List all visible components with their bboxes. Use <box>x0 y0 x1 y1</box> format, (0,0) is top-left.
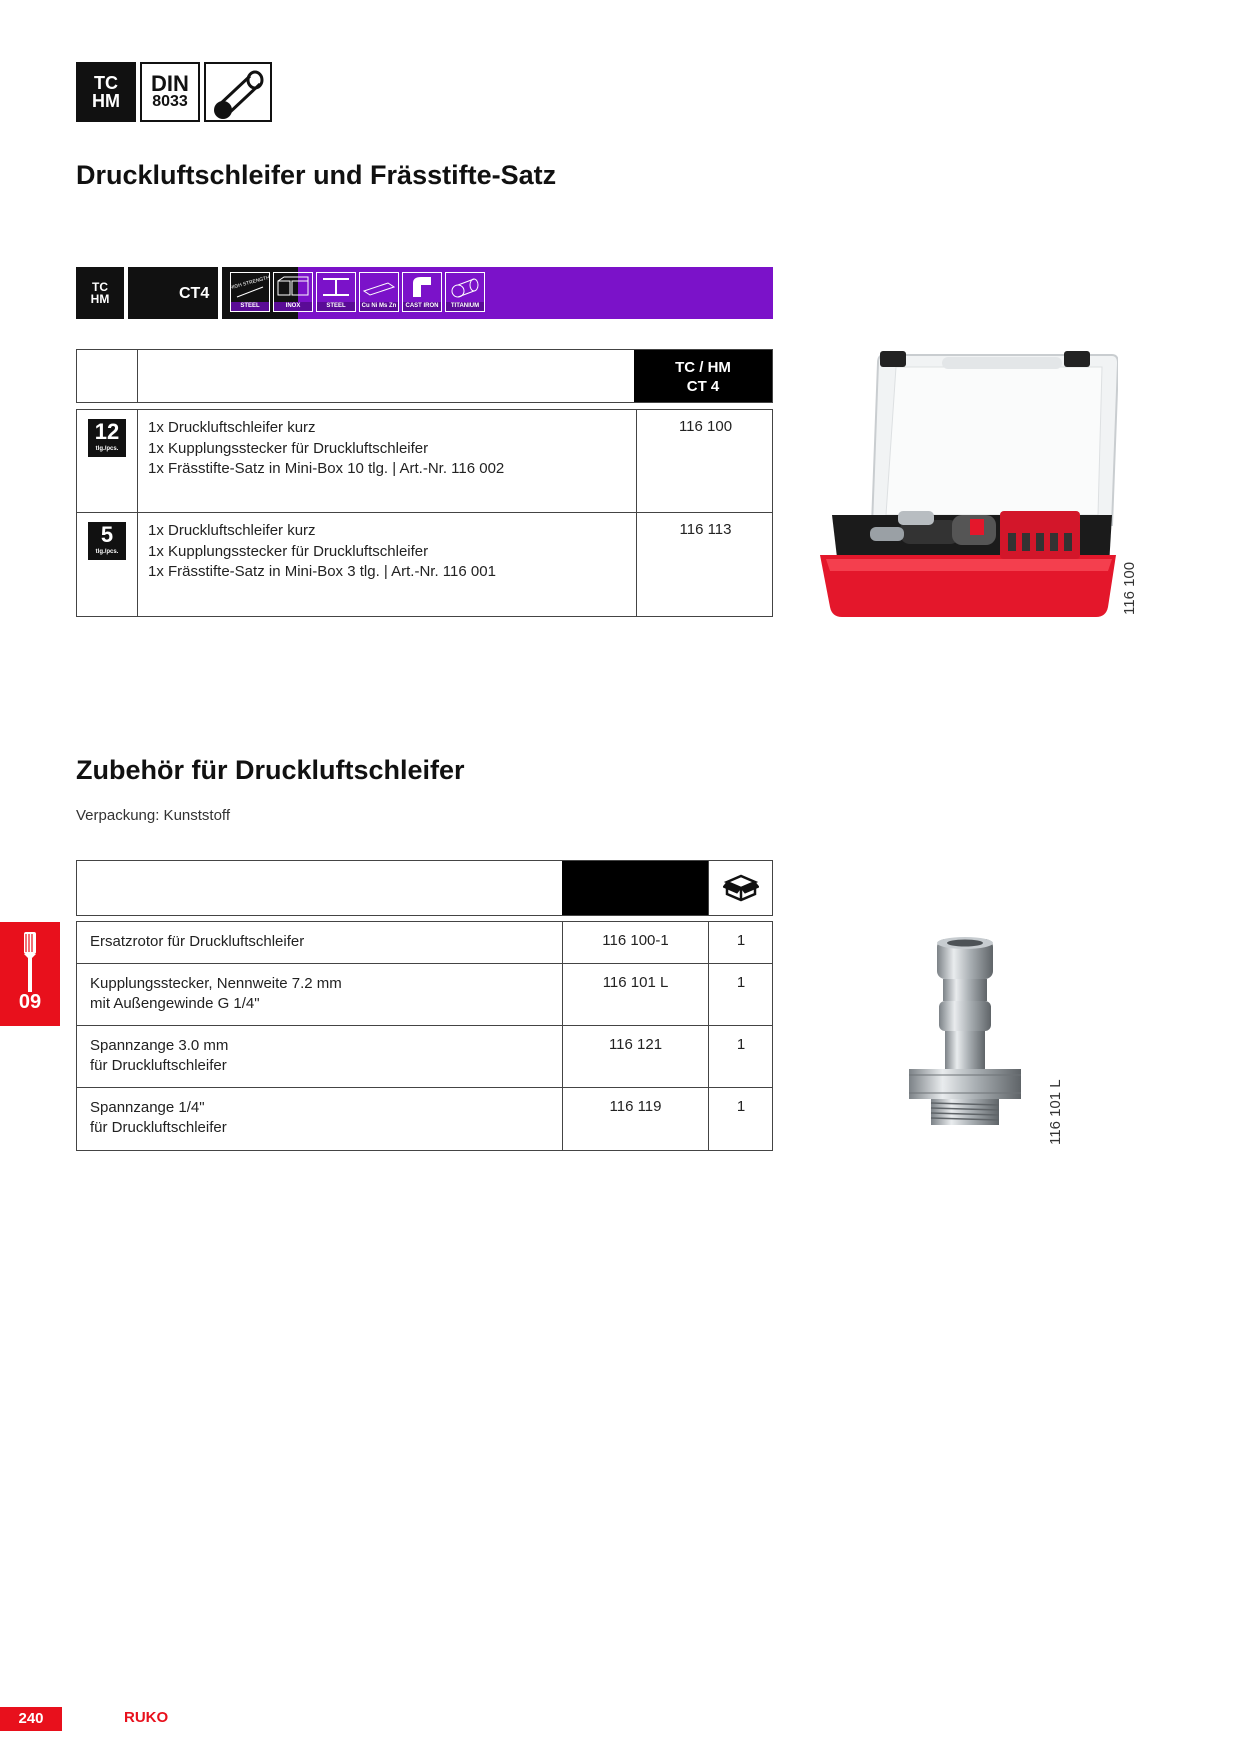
chapter-tab <box>0 922 60 1026</box>
set-table-header-cell <box>634 350 772 402</box>
description-line: 1x Kupplungsstecker für Druckluftschleifer <box>148 542 429 560</box>
badge-din-line1: DIN <box>151 71 189 96</box>
article-number: 116 119 <box>609 1098 662 1115</box>
packaging-note: Verpackung: Kunststoff <box>76 807 230 824</box>
chapter-number: 09 <box>18 991 42 1013</box>
pieces-count: 5 <box>100 522 114 547</box>
pack-quantity: 1 <box>736 1036 746 1053</box>
table-row <box>77 513 772 616</box>
set-table-body <box>76 409 773 617</box>
material-steel <box>316 272 356 312</box>
set-table-header <box>76 349 773 403</box>
cylinder-shape-icon <box>204 62 272 122</box>
material-label: INOX <box>274 302 312 311</box>
description-line: Ersatzrotor für Druckluftschleifer <box>90 933 305 950</box>
description-line: 1x Druckluftschleifer kurz <box>148 522 316 539</box>
grinder-set-case-image <box>812 345 1118 620</box>
article-number: 116 121 <box>608 1036 663 1053</box>
pieces-unit: tlg./pcs. <box>95 549 119 555</box>
material-label: STEEL <box>231 302 269 311</box>
badge-tc-line1: TC <box>94 73 118 93</box>
table-row <box>77 410 772 513</box>
material-label: CAST IRON <box>403 302 441 311</box>
tc-hm-badge <box>76 62 136 122</box>
article-number: 116 113 <box>679 521 732 538</box>
material-steel-high-strength <box>230 272 270 312</box>
pieces-count: 12 <box>94 419 120 444</box>
description-line: für Druckluftschleifer <box>90 1119 227 1136</box>
section2-title: Zubehör für Druckluftschleifer <box>76 755 465 785</box>
accessories-table <box>76 860 773 1151</box>
material-cast-iron <box>402 272 442 312</box>
badge-tc-line2: HM <box>92 91 120 111</box>
set-description <box>148 521 496 583</box>
din-badge <box>140 62 200 122</box>
page-number: 240 <box>0 1707 62 1731</box>
accessory-description <box>90 932 304 952</box>
material-label: STEEL <box>317 302 355 311</box>
coupling-plug-image <box>905 935 1025 1130</box>
description-line: 1x Kupplungsstecker für Druckluftschleifer <box>148 439 429 457</box>
article-number: 116 100 <box>678 418 733 435</box>
description-line: mit Außengewinde G 1/4" <box>90 995 260 1012</box>
header-line2: CT 4 <box>686 378 720 395</box>
article-header-cell <box>562 861 708 915</box>
coating-label: CT4 <box>179 285 210 302</box>
description-line: 1x Druckluftschleifer kurz <box>148 419 316 436</box>
pack-quantity: 1 <box>736 932 746 949</box>
description-line: für Druckluftschleifer <box>90 1057 227 1074</box>
pack-quantity: 1 <box>736 974 746 991</box>
accessory-description <box>90 1036 228 1076</box>
badge-din-line2: 8033 <box>152 93 188 110</box>
article-number: 116 100-1 <box>602 932 669 949</box>
description-line: 1x Frässtifte-Satz in Mini-Box 10 tlg. | Art.-Nr. 116 002 <box>148 460 505 477</box>
burr-tool-icon <box>20 930 40 992</box>
pieces-badge <box>88 419 126 457</box>
table-row <box>77 964 772 1026</box>
material-nonferrous <box>359 272 399 312</box>
description-line: Kupplungsstecker, Nennweite 7.2 mm <box>90 975 342 992</box>
material-titanium <box>445 272 485 312</box>
article-number: 116 101 L <box>602 974 669 991</box>
material-bar <box>76 267 773 319</box>
material-tc-line1: TC <box>92 280 108 294</box>
description-line: Spannzange 3.0 mm <box>90 1037 229 1054</box>
description-line: 1x Frässtifte-Satz in Mini-Box 3 tlg. | Art.-Nr. 116 001 <box>148 563 496 580</box>
table-row <box>77 1088 772 1150</box>
accessory-description <box>90 974 342 1014</box>
material-tc-box <box>76 267 124 319</box>
accessories-table-body <box>76 921 773 1151</box>
set-table <box>76 349 773 617</box>
set-description <box>148 418 504 480</box>
section1-title: Druckluftschleifer und Frässtifte-Satz <box>76 160 557 190</box>
material-label: TITANIUM <box>446 302 484 311</box>
table-row <box>77 1026 772 1088</box>
coating-divider <box>218 267 222 319</box>
description-line: Spannzange 1/4" <box>90 1099 205 1116</box>
material-label: Cu Ni Ms Zn <box>361 303 397 309</box>
table-row <box>77 922 772 964</box>
package-box-icon <box>708 861 773 915</box>
accessory-description <box>90 1098 227 1138</box>
brand-logo: RUKO <box>124 1709 169 1726</box>
header-line1: TC / HM <box>675 359 731 376</box>
high-strength-text: HIGH STRENGTH <box>231 274 269 292</box>
pieces-unit: tlg./pcs. <box>95 446 119 452</box>
pack-quantity: 1 <box>736 1098 746 1115</box>
material-inox <box>273 272 313 312</box>
pieces-badge <box>88 522 126 560</box>
accessories-table-header <box>76 860 773 916</box>
image-code-label: 116 101 L <box>1047 1079 1064 1145</box>
material-tc-line2: HM <box>90 292 110 306</box>
image-code-label: 116 100 <box>1121 561 1138 615</box>
